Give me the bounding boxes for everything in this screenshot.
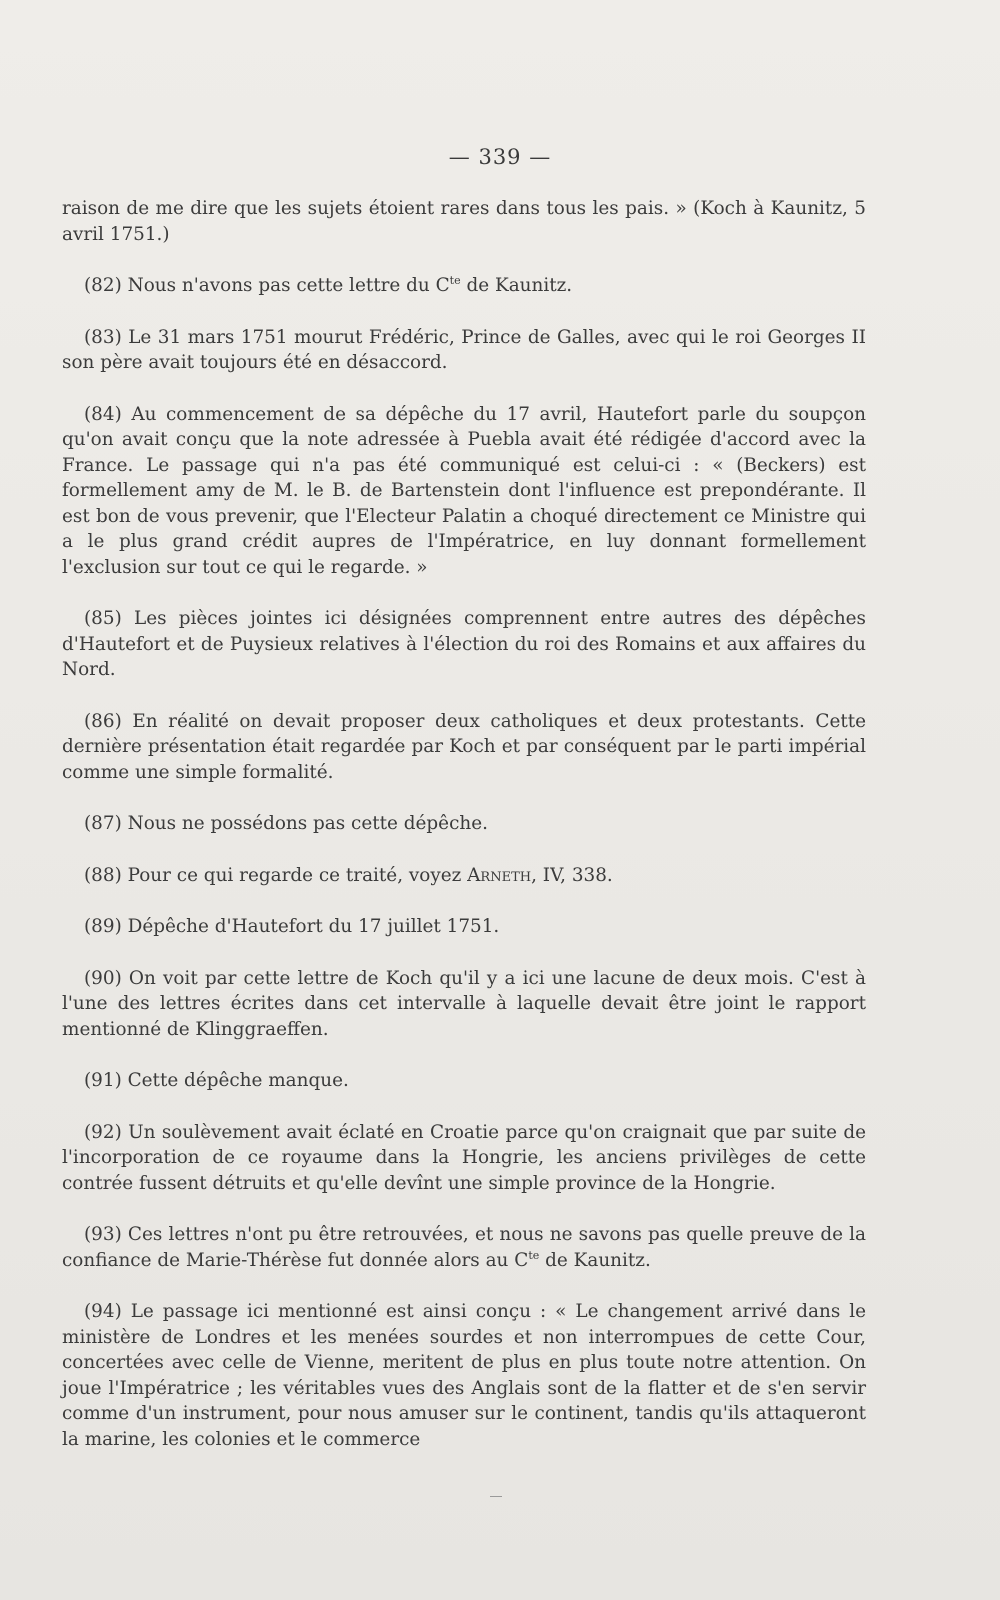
continuation-paragraph: raison de me dire que les sujets étoient rares dans tous les pais. » (Koch à Kaunitz, 5 avril 1751.) xyxy=(62,198,866,245)
footnote-93-tail: de Kaunitz. xyxy=(539,1249,651,1271)
footnote-84: (84) Au commencement de sa dépêche du 17 avril, Hautefort parle du soupçon qu'on avait conçu que la note adressée à Puebla avait été rédigée d'accord avec la France. Le passage qui n'a pas été communiqué est celui-ci : « (Beckers) est formellement amy de M. le B. de Bartenstein dont l'influence est prepondérante. Il est bon de vous prevenir, que l'Electeur Palatin a choqué directement ce Ministre qui a le plus grand crédit aupres de l'Impératrice, en luy donnant formellement l'exclusion sur tout ce qui le regarde. » xyxy=(62,403,866,578)
footnote-94: (94) Le passage ici mentionné est ainsi conçu : « Le changement arrivé dans le ministère de Londres et les menées sourdes et non interrompues de cette Cour, concertées avec celle de Vienne, meritent de plus en plus toute notre attention. On joue l'Impératrice ; les véritables vues des Anglais sont de la flatter et de s'en servir comme d'un instrument, pour nous amuser sur le continent, tandis qu'ils attaqueront la marine, les colonies et le commerce xyxy=(62,1301,866,1450)
footnote-88-author: Arneth xyxy=(467,864,532,886)
footnote-88 xyxy=(62,863,866,889)
footnote-88-text: (88) Pour ce qui regarde ce traité, voyez xyxy=(84,864,468,886)
footnote-92: (92) Un soulèvement avait éclaté en Croatie parce qu'on craignait que par suite de l'incorporation de ce royaume dans la Hongrie, les anciens privilèges de cette contrée fussent détruits et qu'elle devînt une simple province de la Hongrie. xyxy=(62,1121,866,1194)
page-body xyxy=(62,196,866,1478)
footnote-82-sup: te xyxy=(449,273,461,287)
footnote-88-tail: , IV, 338. xyxy=(531,864,613,886)
footer-mark xyxy=(490,1496,502,1497)
page-number: — 339 — xyxy=(448,145,552,169)
footnote-82-tail: de Kaunitz. xyxy=(460,275,573,296)
footnote-93-sup: te xyxy=(528,1248,540,1262)
footnote-91: (91) Cette dépêche manque. xyxy=(84,1070,349,1091)
footnote-93 xyxy=(62,1222,866,1273)
footnote-87: (87) Nous ne possédons pas cette dépêche. xyxy=(84,813,488,834)
footnote-83: (83) Le 31 mars 1751 mourut Frédéric, Prince de Galles, avec qui le roi Georges II son père avait toujours été en désaccord. xyxy=(62,326,866,373)
footnote-82 xyxy=(62,273,866,299)
footnote-89: (89) Dépêche d'Hautefort du 17 juillet 1751. xyxy=(84,916,500,937)
footnote-85: (85) Les pièces jointes ici désignées comprennent entre autres des dépêches d'Hautefort et de Puysieux relatives à l'élection du roi des Romains et aux affaires du Nord. xyxy=(62,608,866,680)
footnote-93-text: (93) Ces lettres n'ont pu être retrouvées, et nous ne savons pas quelle preuve de la confiance de Marie-Thérèse fut donnée alors au C xyxy=(62,1224,866,1271)
footnote-90: (90) On voit par cette lettre de Koch qu'il y a ici une lacune de deux mois. C'est à l'une des lettres écrites dans cet intervalle à laquelle devait être joint le rapport mentionné de Klinggraeffen. xyxy=(62,967,866,1040)
footnote-82-text: (82) Nous n'avons pas cette lettre du C xyxy=(84,275,450,296)
footnote-86: (86) En réalité on devait proposer deux catholiques et deux protestants. Cette dernière présentation était regardée par Koch et par conséquent par le parti impérial comme une simple formalité. xyxy=(62,710,866,783)
